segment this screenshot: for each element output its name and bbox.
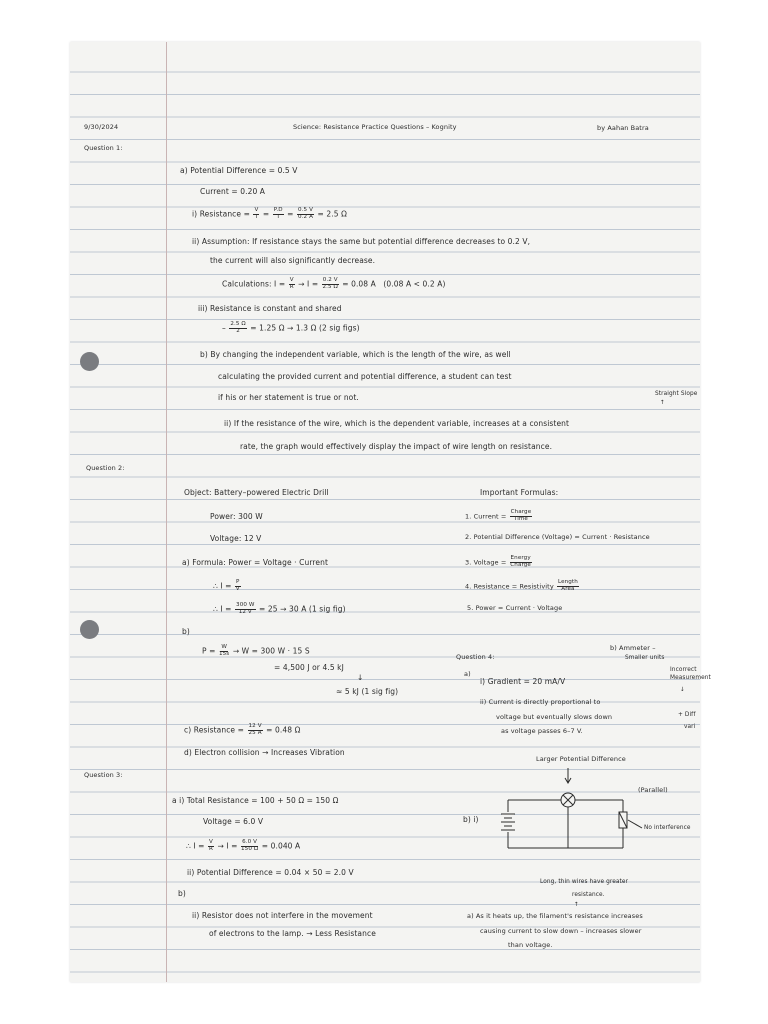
q2-b-calc: → W = 300 W · 15 S xyxy=(232,646,310,656)
q1-ii-line1: ii) Assumption: If resistance stays the same but potential difference decreases to 0.2 V, xyxy=(192,237,531,246)
q2-a-therefore-label: ∴ I = xyxy=(213,581,232,591)
q2-b-result2: ≈ 5 kJ (1 sig fig) xyxy=(336,687,399,696)
q4-larger-pd: Larger Potential Difference xyxy=(536,755,626,763)
q4-b-note5: + Diff xyxy=(678,712,696,718)
q2-a-calc xyxy=(213,603,346,616)
q1-iii-result: = 1.25 Ω → 1.3 Ω (2 sig figs) xyxy=(250,323,360,333)
q1-iii-line1: iii) Resistance is constant and shared xyxy=(198,304,342,313)
q4-b-note-arrow: ↓ xyxy=(680,687,685,693)
q2-c-resistance xyxy=(184,724,300,737)
q3-ii-line: ii) Potential Difference = 0.04 × 50 = 2.0 V xyxy=(187,868,354,877)
q4-parallel: (Parallel) xyxy=(638,786,668,794)
q4-long-thin-arrow: ↑ xyxy=(574,902,579,908)
q4-a2-line2: causing current to slow down – increases slower xyxy=(480,927,642,935)
punch-hole xyxy=(80,352,99,371)
q2-b-p: P = xyxy=(202,646,216,656)
q4-b-note3: Incorrect xyxy=(670,667,697,673)
q1-iii-calc: – $\frac{2.5 \Omega}{2}$ = 1.25 Ω → 1.3 Ω (2 sig figs) xyxy=(222,321,360,334)
q2-object: Object: Battery–powered Electric Drill xyxy=(184,488,329,497)
q4-b-note2: Smaller units xyxy=(625,655,665,661)
q1-calc-result: = 0.08 A xyxy=(342,279,376,289)
author: by Aahan Batra xyxy=(597,124,649,132)
q4-i-line: i) Gradient = 20 mA/V xyxy=(480,677,566,686)
q3-ai-line: a i) Total Resistance = 100 + 50 Ω = 150 Ω xyxy=(172,796,339,805)
q4-a-label: a) xyxy=(464,670,471,678)
q4-long-thin-line2: resistance. xyxy=(572,892,605,898)
q2-a-calc-result: = 25 → 30 A (1 sig fig) xyxy=(259,604,346,614)
margin-line xyxy=(166,42,167,982)
q4-b-note6: vari xyxy=(684,724,696,730)
q2-c-fraction: $\frac{12 V}{25 A}$ xyxy=(248,723,262,736)
question-2-heading: Question 2: xyxy=(86,464,125,472)
q3-i-mid: → I = xyxy=(217,841,238,851)
q1-b-note: Straight Slope xyxy=(655,391,698,397)
q1-i-label: i) Resistance = xyxy=(192,209,250,219)
q4-b-note1: b) Ammeter – xyxy=(610,644,656,652)
q1-calc-compare: (0.08 A < 0.2 A) xyxy=(383,279,446,289)
page-title: Science: Resistance Practice Questions – Kognity xyxy=(293,123,457,131)
q1-b-note-arrow: ↑ xyxy=(660,400,665,406)
date: 9/30/2024 xyxy=(84,123,119,131)
q3-i-result: = 0.040 A xyxy=(261,841,301,851)
formula-5: 5. Power = Current · Voltage xyxy=(467,604,563,612)
formula-3-fraction: Energy Charge xyxy=(510,555,531,568)
q1-b-ii-line2: rate, the graph would effectively display the impact of wire length on resistance. xyxy=(240,442,553,451)
formula-4-fraction: Length Area xyxy=(557,579,578,592)
q1-b-line3: if his or her statement is true or not. xyxy=(218,393,359,402)
q2-a-fraction-values: $\frac{300 W}{12 V}$ xyxy=(236,602,255,615)
question-4-heading: Question 4: xyxy=(456,653,495,661)
q1-b-line1: b) By changing the independent variable, which is the length of the wire, as well xyxy=(200,350,511,359)
q2-c-label: c) Resistance = xyxy=(184,725,245,735)
q3-i-calc xyxy=(186,840,300,853)
q1-i-fraction-values: $\frac{0.5 V}{0.2 A}$ xyxy=(298,207,314,220)
q1-calc-mid: → I = xyxy=(298,279,319,289)
q3-b-ii-line1: ii) Resistor does not interfere in the movement xyxy=(192,911,373,920)
q2-c-result: = 0.48 Ω xyxy=(266,725,301,735)
q3-i-label: ∴ I = xyxy=(186,841,205,851)
q3-i-fraction-v-over-r: $\frac{V}{R}$ xyxy=(209,839,213,852)
q1-calculations xyxy=(222,278,446,291)
q2-b-label: b) xyxy=(182,627,190,636)
question-3-heading: Question 3: xyxy=(84,771,123,779)
q1-a-current: Current = 0.20 A xyxy=(200,187,266,196)
formula-2: 2. Potential Difference (Voltage) = Current · Resistance xyxy=(465,533,650,541)
q2-b-power-calc xyxy=(202,645,310,658)
no-interference-arrow xyxy=(628,820,642,828)
q2-voltage: Voltage: 12 V xyxy=(210,534,262,543)
q4-b-note4: Measurement xyxy=(670,675,711,681)
q4-long-thin-line1: Long, thin wires have greater xyxy=(540,879,629,885)
q1-b-ii-line1: ii) If the resistance of the wire, which is the dependent variable, increases at a consistent xyxy=(224,419,570,428)
q1-a-potential-difference: a) Potential Difference = 0.5 V xyxy=(180,166,298,175)
q1-b-line2: calculating the provided current and potential difference, a student can test xyxy=(218,372,512,381)
q4-ii-line1: ii) Current is directly proportional to xyxy=(480,698,601,706)
q4-ii-line3: as voltage passes 6–7 V. xyxy=(501,727,583,735)
circuit-diagram xyxy=(428,728,648,868)
formula-4: 4. Resistance = Resistivity Length Area xyxy=(465,579,578,592)
q1-i-resistance: i) Resistance = $\frac{V}{I}$ = $\frac{P.D}{I}$ = $\frac{0.5 V}{0.2 A}$ = 2.5 Ω xyxy=(192,207,347,220)
q1-calc-fraction-values: $\frac{0.2 V}{2.5 \Omega}$ xyxy=(322,277,338,290)
q4-no-interference: No interference xyxy=(644,825,691,831)
q4-a2-line3: than voltage. xyxy=(508,941,553,949)
q2-a-calc-label: ∴ I = xyxy=(213,604,232,614)
q1-iii-fraction: $\frac{2.5 \Omega}{2}$ xyxy=(230,321,246,334)
q1-calc-label: Calculations: I = xyxy=(222,279,286,289)
q4-a2-line1: a) As it heats up, the filament's resistance increases xyxy=(467,912,643,920)
q3-i-fraction-values: $\frac{6.0 V}{150 \Omega}$ xyxy=(241,839,259,852)
q2-a-therefore xyxy=(213,580,242,593)
question-1-heading: Question 1: xyxy=(84,144,123,152)
q3-b-label: b) xyxy=(178,889,186,898)
punch-hole xyxy=(80,620,99,639)
q1-i-fraction-v-over-i: $\frac{V}{I}$ xyxy=(254,207,259,220)
q1-ii-line2: the current will also significantly decrease. xyxy=(210,256,376,265)
q2-a-formula: a) Formula: Power = Voltage · Current xyxy=(182,558,329,567)
q2-d-line: d) Electron collision → Increases Vibration xyxy=(184,748,345,757)
formula-1-fraction: Charge Time xyxy=(510,509,532,522)
q4-b-i-label: b) i) xyxy=(463,815,479,824)
q2-a-fraction-p-over-v: $\frac{P}{V}$ xyxy=(235,579,240,592)
q4-ii-line2: voltage but eventually slows down xyxy=(496,713,613,721)
q3-b-ii-line2: of electrons to the lamp. → Less Resistance xyxy=(209,929,376,938)
q3-voltage: Voltage = 6.0 V xyxy=(203,817,264,826)
q2-b-arrow: ↓ xyxy=(357,673,364,682)
formulas-heading: Important Formulas: xyxy=(480,488,559,497)
q1-calc-fraction-v-over-r: $\frac{V}{R}$ xyxy=(289,277,294,290)
q2-b-result1: = 4,500 J or 4.5 kJ xyxy=(274,663,344,672)
formula-3: 3. Voltage = Energy Charge xyxy=(465,555,531,568)
q1-i-fraction-pd-over-i: $\frac{P.D}{I}$ xyxy=(273,207,283,220)
q2-b-fraction: $\frac{W}{15s}$ xyxy=(218,644,230,657)
q1-i-result: = 2.5 Ω xyxy=(317,209,347,219)
q2-power: Power: 300 W xyxy=(210,512,263,521)
formula-1: 1. Current = Charge Time xyxy=(465,509,532,522)
